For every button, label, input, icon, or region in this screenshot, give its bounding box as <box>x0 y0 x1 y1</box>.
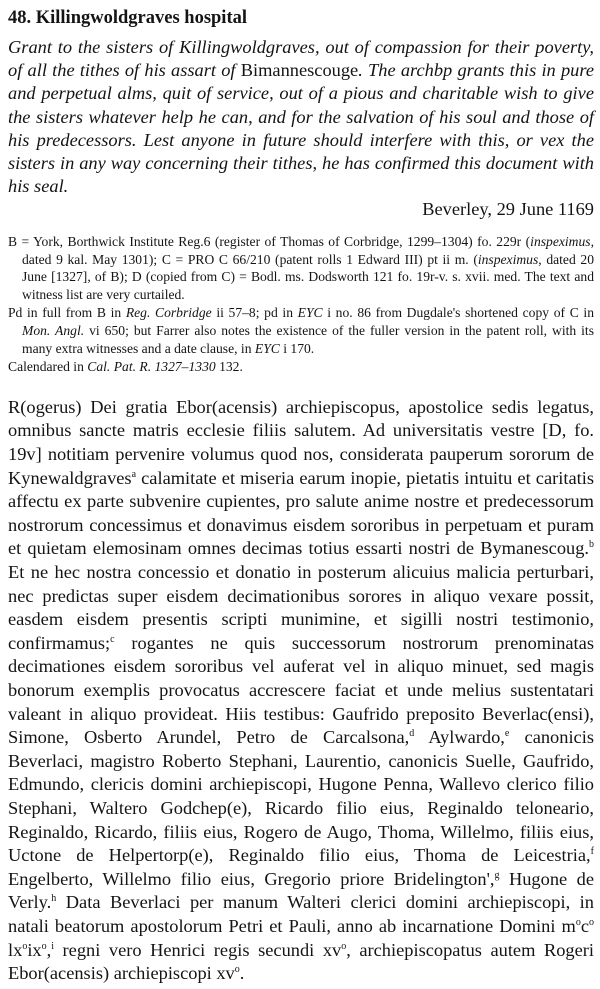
note-cal-italic: Cal. Pat. R. 1327–1330 <box>87 358 216 374</box>
document-page <box>8 6 594 986</box>
summary-date: Beverley, 29 June 1169 <box>422 199 594 220</box>
summary-part-1: Grant to the sisters of Killingwoldgraves, out of compassion for their poverty, of all the tithes of his assart of <box>8 37 594 81</box>
note-pd-text: Pd in full from B in <box>8 305 126 321</box>
summary-part-2: . The archbp grants this in pure and perpetual alms, quit of service, out of a pious and charitable wish to give the sisters whatever help he can, and for the salvation of his soul and those of his predecessors. Lest anyone in future should interfere with this, or vex the sisters in any way concerning their tithes, he has confirmed this document with his seal. <box>8 60 594 197</box>
superscript-o: o <box>589 916 594 928</box>
superscript-o: o <box>234 964 240 975</box>
charter-text: regni vero Henrici regis secundi xv <box>54 939 342 960</box>
charter-text: , archiepiscopatus autem Rogeri Ebor(acensis) archiepiscopi xv <box>8 939 594 984</box>
english-summary <box>8 36 594 198</box>
superscript-o: o <box>22 940 28 952</box>
note-cal-text: Calendared in <box>8 358 88 374</box>
charter-text: calamitate et miseria earum inopie, pietatis intuitu et caritatis affectu ex parte subvenire cupientes, pro salute anime nostre et predecessorum nostrorum concessimus et donavimus eisdem sororibus in perpetuam et puram et quietam elemosinam omnes decimas totius essarti nostri de Bymanescoug. <box>8 467 594 559</box>
footnote-marker: g <box>494 869 500 881</box>
footnote-marker: e <box>504 728 510 740</box>
note-b-text-3: , dated 20 June [1327], of B); D (copied from C) = Bodl. ms. Dodsworth 121 fo. 19r-v. s. xvii. med. The text and witness list are very curtailed. <box>22 251 594 303</box>
note-calendared <box>8 358 594 376</box>
superscript-o: o <box>341 940 347 952</box>
note-pd-italic-4: EYC <box>254 341 280 357</box>
charter-text: . <box>239 963 245 984</box>
charter-text: lx <box>8 939 23 960</box>
charter-text: Hugone de Verly. <box>8 868 595 913</box>
entry-title: 48. Killingwoldgraves hospital <box>8 8 247 28</box>
footnote-marker: d <box>409 728 415 740</box>
charter-text: Aylwardo, <box>414 727 505 748</box>
note-b-text: B = York, Borthwick Institute Reg.6 (register of Thomas of Corbridge, 1299–1304) fo. 229r ( <box>8 233 531 249</box>
superscript-o: o <box>41 940 47 952</box>
charter-text: Data Beverlaci per manum Walteri clerici domini archiepiscopi, in natali beatorum apostolorum Petri et Pauli, anno ab incarnatione Domini m <box>8 892 594 936</box>
summary-place: Bimannescouge <box>240 60 359 81</box>
note-pd-text-5: i 170. <box>279 341 315 357</box>
charter-text: Engelberto, Willelmo filio eius, Gregorio priore Bridelington', <box>8 868 495 889</box>
footnote-marker: h <box>51 893 57 905</box>
note-pd-text-2: ii 57–8; pd in <box>211 305 298 321</box>
footnote-marker: a <box>131 468 137 480</box>
charter-text: c <box>580 915 589 936</box>
note-pd-italic-2: EYC <box>297 305 323 321</box>
footnote-marker: f <box>590 846 594 858</box>
superscript-o: o <box>575 916 581 928</box>
charter-text: Et ne hec nostra concessio et donatio in posterum alicuius malicia perturbari, nec predictas super eisdem decimationibus sorores in aliquo vexare possit, easdem eisdem presentis scripti munimine, et sigilli nostri testimonio, confirmamus; <box>8 562 594 653</box>
note-pd-text-4: vi 650; but Farrer also notes the existence of the fuller version in the patent roll, with its many extra witnesses and a date clause, in <box>22 323 594 357</box>
note-cal-text-2: 132. <box>215 358 243 374</box>
note-pd-italic-1: Reg. Corbridge <box>125 305 212 321</box>
note-pd-italic-3: Mon. Angl. <box>22 323 85 339</box>
footnote-marker: b <box>589 539 594 551</box>
charter-text: R(ogerus) Dei gratia Ebor(acensis) archiepiscopus, apostolice sedis legatus, omnibus sancte matris ecclesie filiis salutem. Ad universitatis vestre [D, fo. 19v] notitiam pervenire volumus quod nos, considerata pauperum sororum de Kynewaldgraves <box>8 396 594 488</box>
note-manuscripts <box>8 233 594 305</box>
charter-text: rogantes ne quis successorum nostrorum prenominatas decimationes eisdem sororibus vel auferat vel in aliquo minuet, sed magis bonorum exemplis provocatus accrescere faciat et unde melius sustentatari valeant in aliquo provideat. Hiis testibus: Gaufrido preposito Beverlac(ensi), Simone, Osberto Arundel, Petro de Carcalsona, <box>8 632 594 748</box>
note-b-italic-1: inspeximus <box>530 233 591 249</box>
latin-charter-text <box>8 396 594 986</box>
footnote-marker: i <box>51 940 55 952</box>
charter-text: , <box>46 939 52 960</box>
note-pd-text-3: i no. 86 from Dugdale's shortened copy of C in <box>322 305 594 321</box>
note-b-italic-2: inspeximus <box>477 251 539 267</box>
charter-text: canonicis Beverlaci, magistro Roberto Stephani, Laurentio, canonicis Suelle, Gaufrido, Edmundo, clericis domini archiepiscopi, Hugone Penna, Wallevo clerico filio Stephani, Waltero Godchep(e), Ricardo filio eius, Reginaldo teloneario, Reginaldo, Ricardo, filiis eius, Rogero de Augo, Thoma, Willelmo, filiis eius, Uctone de Helpertorp(e), Reginaldo filio eius, Thoma de Leicestria, <box>8 727 594 866</box>
note-b-text-2: , dated 9 kal. May 1301); C = PRO C 66/210 (patent rolls 1 Edward III) pt ii m. ( <box>22 233 594 267</box>
summary-dateline <box>8 198 594 221</box>
source-notes <box>8 233 594 376</box>
charter-text: ix <box>27 939 42 960</box>
note-printed <box>8 304 594 358</box>
footnote-marker: c <box>110 633 115 645</box>
